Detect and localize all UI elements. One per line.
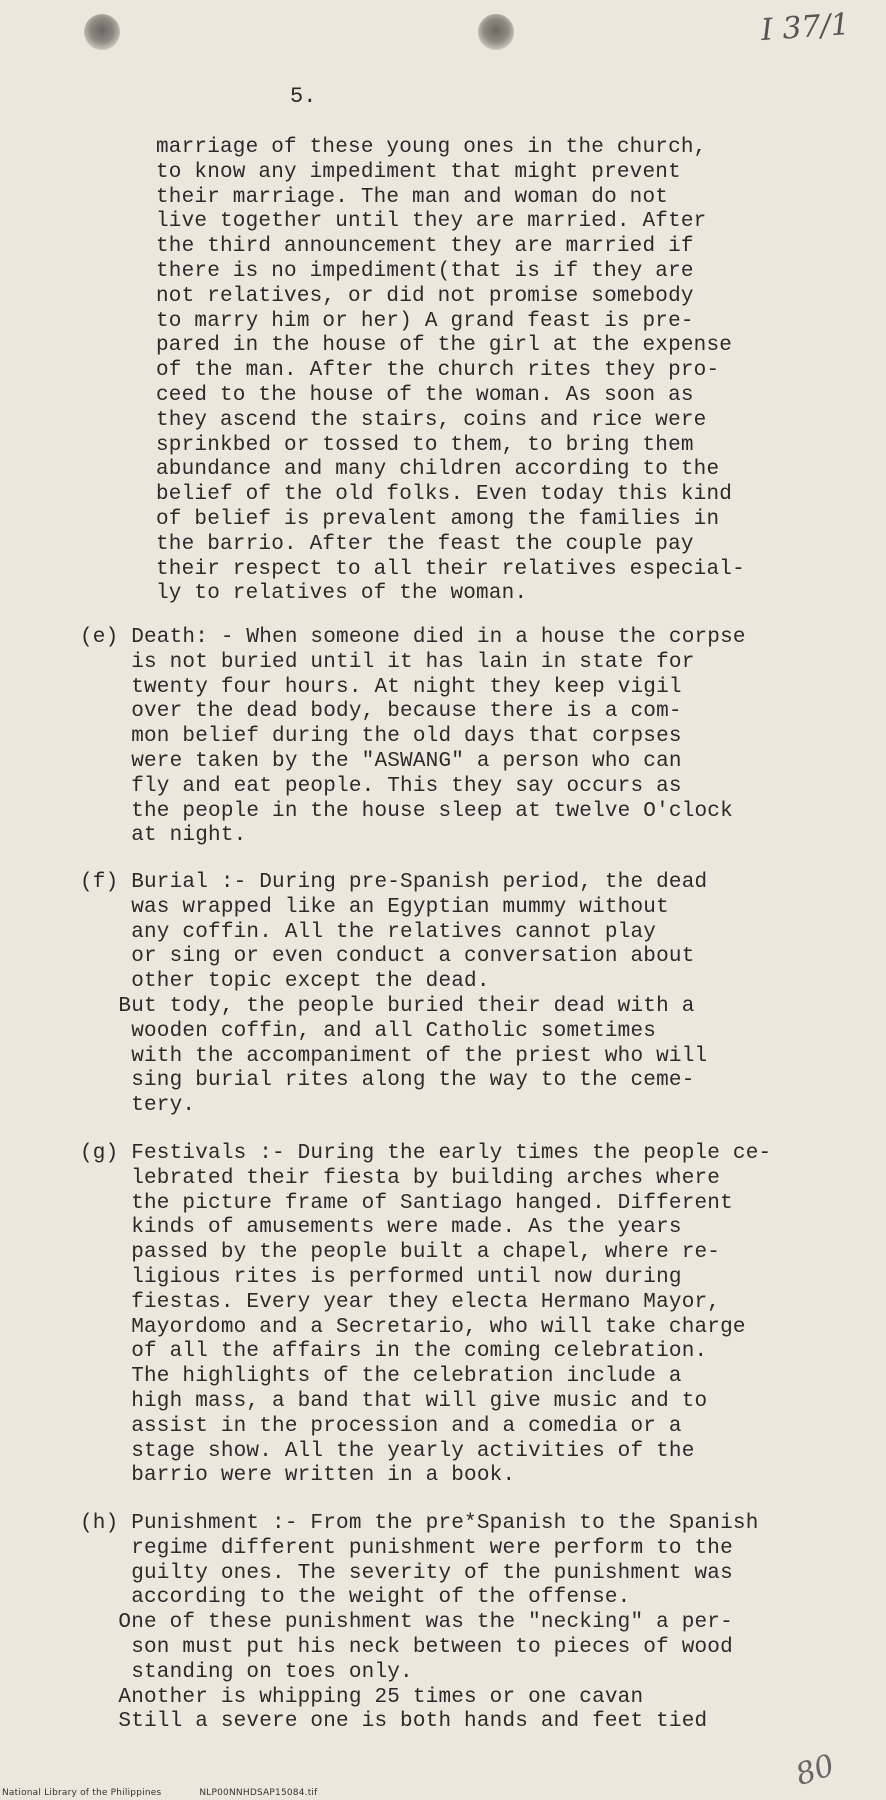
footer-file: NLP00NNHDSAP15084.tif	[199, 1788, 318, 1798]
footer-library: National Library of the Philippines	[2, 1788, 162, 1798]
paragraph-punishment: (h) Punishment :- From the pre*Spanish to the Spanish regime different punishment were perform to the guilty ones. The severity of the punishment was according to the weight of the offense. One of these punishment was the "necking" a per- son must put his neck between to pieces of wood standing on toes only. Another is whipping 25 times or one cavan Still a severe one is both hands and feet tied	[80, 1512, 759, 1734]
paragraph-marriage: marriage of these young ones in the church, to know any impediment that might prevent their marriage. The man and woman do not live together until they are married. After the third announcement they are married if there is no impediment(that is if they are not relatives, or did not promise somebody to marry him or her) A grand feast is pre- pared in the house of the girl at the expense of the man. After the church rites they pro- ceed to the house of the woman. As soon as they ascend the stairs, coins and rice were sprinkbed or tossed to them, to bring them abundance and many children according to the belief of the old folks. Even today this kind of belief is prevalent among the families in the barrio. After the feast the couple pay their respect to all their relatives especial- ly to relatives of the woman.	[156, 136, 745, 606]
reference-mark: I 37/1	[760, 6, 852, 49]
paragraph-festivals: (g) Festivals :- During the early times the people ce- lebrated their fiesta by building arches where the picture frame of Santiago hanged. Different kinds of amusements were made. As the years passed by the people built a chapel, where re- ligious rites is performed until now during fiestas. Every year they electa Hermano Mayor, Mayordomo and a Secretario, who will take charge of all the affairs in the coming celebration. The highlights of the celebration include a high mass, a band that will give music and to assist in the procession and a comedia or a stage show. All the yearly activities of the barrio were written in a book.	[80, 1142, 772, 1488]
paragraph-death: (e) Death: - When someone died in a house the corpse is not buried until it has lain in state for twenty four hours. At night they keep vigil over the dead body, because there is a com- mon belief during the old days that corpses were taken by the "ASWANG" a person who can fly and eat people. This they say occurs as the people in the house sleep at twelve O'clock at night.	[80, 626, 746, 848]
scan-footer	[2, 1788, 318, 1798]
paragraph-burial: (f) Burial :- During pre-Spanish period, the dead was wrapped like an Egyptian mummy without any coffin. All the relatives cannot play or sing or even conduct a conversation about other topic except the dead. But tody, the people buried their dead with a wooden coffin, and all Catholic sometimes with the accompaniment of the priest who will sing burial rites along the way to the ceme- tery.	[80, 871, 708, 1118]
handwritten-page-number: 80	[791, 1747, 839, 1794]
page-number: 5.	[290, 84, 317, 109]
